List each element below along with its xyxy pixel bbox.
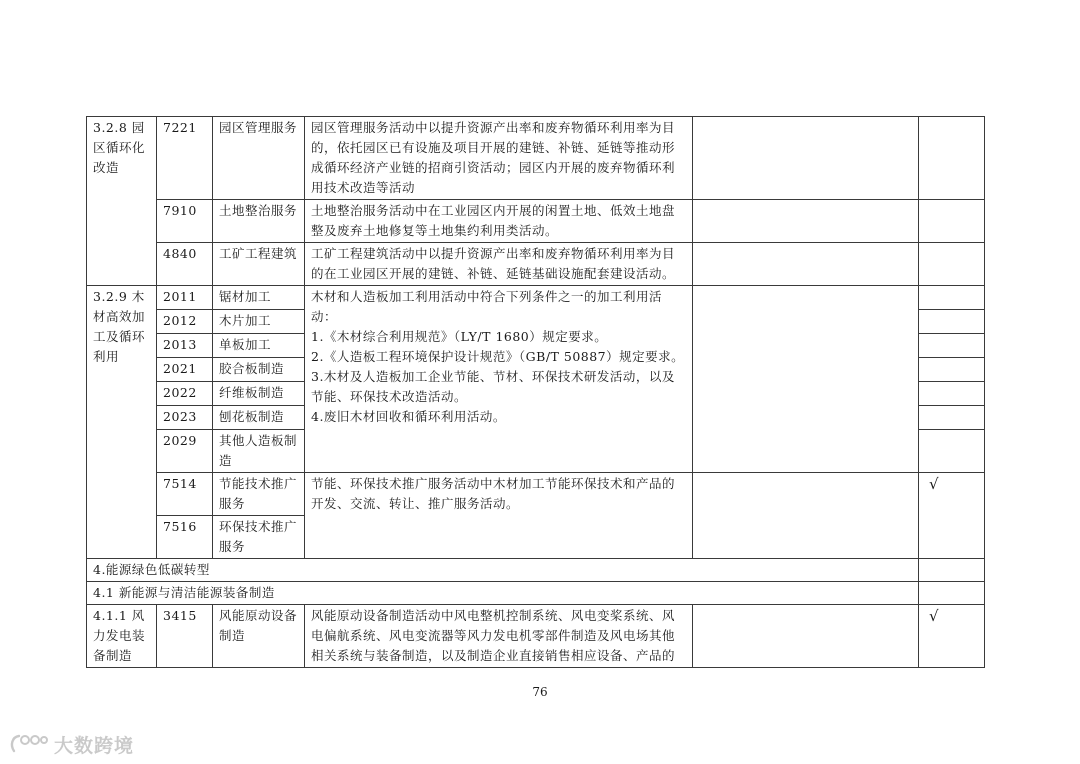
table-row [87,605,985,668]
check-cell [919,582,985,605]
industry-code: 2021 [157,358,213,382]
industry-code: 2012 [157,310,213,334]
check-cell [919,117,985,200]
subsection-heading: 4.1 新能源与清洁能源装备制造 [87,582,919,605]
table-row [87,117,985,200]
remark-cell [693,243,919,286]
watermark [8,730,134,758]
table-row [87,582,985,605]
activity-description: 节能、环保技术推广服务活动中木材加工节能环保技术和产品的开发、交流、转让、推广服务活动。 [305,473,693,559]
section-heading: 4.能源绿色低碳转型 [87,559,919,582]
industry-code: 2011 [157,286,213,310]
industry-name: 锯材加工 [213,286,305,310]
section-cell: 3.2.9 木材高效加工及循环利用 [87,286,157,559]
table-row [87,200,985,243]
table-row [87,286,985,310]
industry-code: 7910 [157,200,213,243]
industry-code: 2022 [157,382,213,406]
industry-name: 园区管理服务 [213,117,305,200]
industry-name: 土地整治服务 [213,200,305,243]
table-row [87,559,985,582]
remark-cell [693,200,919,243]
check-cell [919,310,985,334]
industry-name: 其他人造板制造 [213,430,305,473]
industry-code: 7514 [157,473,213,516]
remark-cell [693,473,919,559]
table-row [87,243,985,286]
industry-code: 4840 [157,243,213,286]
industry-name: 风能原动设备制造 [213,605,305,668]
check-cell [919,382,985,406]
industry-code: 2023 [157,406,213,430]
checkmark-icon: √ [919,473,985,559]
industry-name: 工矿工程建筑 [213,243,305,286]
check-cell [919,559,985,582]
check-cell [919,430,985,473]
industry-name: 单板加工 [213,334,305,358]
industry-name: 木片加工 [213,310,305,334]
activity-description: 木材和人造板加工利用活动中符合下列条件之一的加工利用活动： 1.《木材综合利用规范》（LY/T 1680）规定要求。 2.《人造板工程环境保护设计规范》（GB/T 50887）规定要求。 3.木材及人造板加工企业节能、节材、环保技术研发活动，以及节能、环保技术改造活动。 4.废旧木材回收和循环利用活动。 [305,286,693,473]
check-cell [919,286,985,310]
page-number: 76 [532,685,548,699]
section-cell: 3.2.8 园区循环化改造 [87,117,157,286]
industry-name: 节能技术推广服务 [213,473,305,516]
watermark-text: 大数跨境 [54,734,135,757]
check-cell [919,358,985,382]
industry-name: 环保技术推广服务 [213,516,305,559]
industry-code: 7516 [157,516,213,559]
activity-description: 风能原动设备制造活动中风电整机控制系统、风电变桨系统、风电偏航系统、风电变流器等风力发电机零部件制造及风电场其他相关系统与装备制造，以及制造企业直接销售相应设备、产品的 [305,605,693,668]
watermark-logo-icon [8,731,48,757]
check-cell [919,243,985,286]
check-cell [919,406,985,430]
industry-code: 2029 [157,430,213,473]
check-cell [919,200,985,243]
catalog-table [86,116,985,668]
checkmark-icon: √ [919,605,985,668]
remark-cell [693,117,919,200]
industry-code: 7221 [157,117,213,200]
activity-description: 园区管理服务活动中以提升资源产出率和废弃物循环利用率为目的，依托园区已有设施及项目开展的建链、补链、延链等推动形成循环经济产业链的招商引资活动；园区内开展的废弃物循环利用技术改造等活动 [305,117,693,200]
remark-cell [693,605,919,668]
activity-description: 土地整治服务活动中在工业园区内开展的闲置土地、低效土地盘整及废弃土地修复等土地集约利用类活动。 [305,200,693,243]
table-row [87,473,985,516]
section-cell: 4.1.1 风力发电装备制造 [87,605,157,668]
industry-name: 胶合板制造 [213,358,305,382]
industry-name: 刨花板制造 [213,406,305,430]
activity-description: 工矿工程建筑活动中以提升资源产出率和废弃物循环利用率为目的在工业园区开展的建链、补链、延链基础设施配套建设活动。 [305,243,693,286]
industry-name: 纤维板制造 [213,382,305,406]
industry-code: 2013 [157,334,213,358]
remark-cell [693,286,919,473]
industry-code: 3415 [157,605,213,668]
check-cell [919,334,985,358]
